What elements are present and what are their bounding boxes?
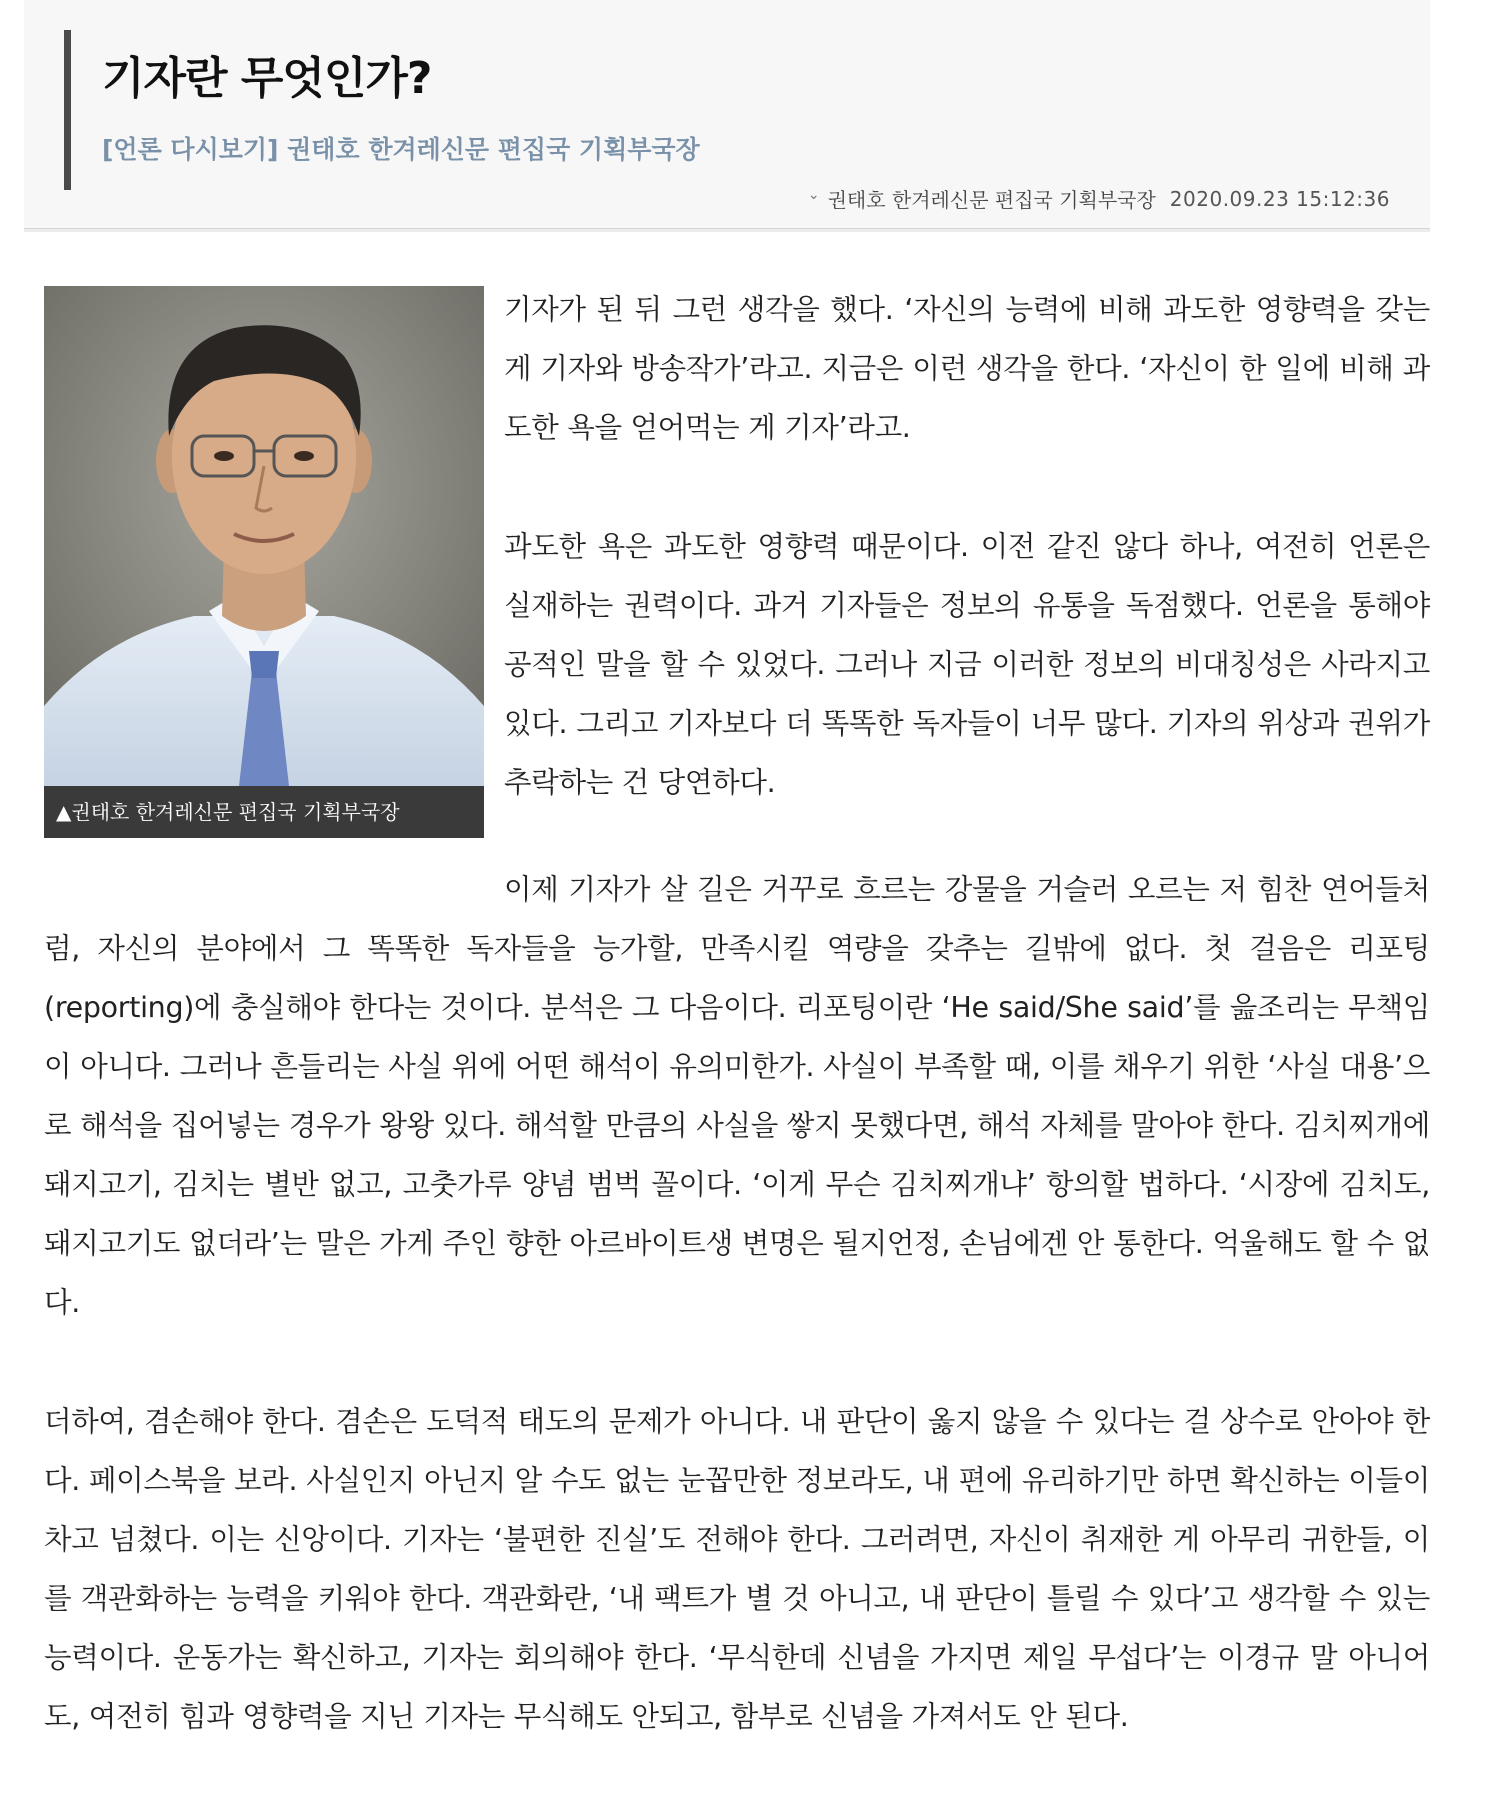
byline-author[interactable]: 권태호 한겨레신문 편집국 기획부국장 (827, 188, 1156, 212)
article-header (24, 0, 1430, 229)
byline (808, 184, 1390, 213)
header-accent-bar (64, 30, 71, 190)
chevron-down-icon[interactable]: ⌄ (807, 186, 820, 203)
article-subtitle: [언론 다시보기] 권태호 한겨레신문 편집국 기획부국장 (102, 135, 700, 164)
paragraph: 이제 기자가 살 길은 거꾸로 흐르는 강물을 거슬러 오르는 저 힘찬 연어들처럼, 자신의 분야에서 그 똑똑한 독자들을 능가할, 만족시킬 역량을 갖추는 길밖에 없다. 첫 걸음은 리포팅(reporting)에 충실해야 한다는 것이다. 분석은 그 다음이다. 리포팅이란 ‘He said/She said’를 읊조리는 무책임이 아니다. 그러나 흔들리는 사실 위에 어떤 해석이 유의미한가. 사실이 부족할 때, 이를 채우기 위한 ‘사실 대용’으로 해석을 집어넣는 경우가 왕왕 있다. 해석할 만큼의 사실을 쌓지 못했다면, 해석 자체를 말아야 한다. 김치찌개에 돼지고기, 김치는 별반 없고, 고춧가루 양념 범벅 꼴이다. ‘이게 무슨 김치찌개냐’ 항의할 법하다. ‘시장에 김치도, 돼지고기도 없더라’는 말은 가게 주인 향한 아르바이트생 변명은 될지언정, 손님에겐 안 통한다. 억울해도 할 수 없다. (44, 873, 1430, 1319)
article-title: 기자란 무엇인가? (102, 53, 432, 104)
photo-caption: ▲권태호 한겨레신문 편집국 기획부국장 (44, 786, 484, 838)
paragraph: 더하여, 겸손해야 한다. 겸손은 도덕적 태도의 문제가 아니다. 내 판단이 옳지 않을 수 있다는 걸 상수로 안아야 한다. 페이스북을 보라. 사실인지 아닌지 알 수도 없는 눈꼽만한 정보라도, 내 편에 유리하기만 하면 확신하는 이들이 차고 넘쳤다. 이는 신앙이다. 기자는 ‘불편한 진실’도 전해야 한다. 그러려면, 자신이 취재한 게 아무리 귀한들, 이를 객관화하는 능력을 키워야 한다. 객관화란, ‘내 팩트가 별 것 아니고, 내 판단이 틀릴 수 있다’고 생각할 수 있는 능력이다. 운동가는 확신하고, 기자는 회의해야 한다. ‘무식한데 신념을 가지면 제일 무섭다’는 이경규 말 아니어도, 여전히 힘과 영향력을 지닌 기자는 무식해도 안되고, 함부로 신념을 가져서도 안 된다. (44, 1405, 1430, 1733)
article-body (44, 280, 1430, 1806)
byline-datetime: 2020.09.23 15:12:36 (1169, 186, 1390, 211)
author-photo (44, 286, 484, 838)
author-portrait-image (44, 286, 484, 786)
paragraph: 기자가 된 뒤 그런 생각을 했다. ‘자신의 능력에 비해 과도한 영향력을 갖는 게 기자와 방송작가’라고. 지금은 이런 생각을 한다. ‘자신이 한 일에 비해 과도한 욕을 얻어먹는 게 기자’라고. (504, 293, 1430, 444)
paragraph: 과도한 욕은 과도한 영향력 때문이다. 이전 같진 않다 하나, 여전히 언론은 실재하는 권력이다. 과거 기자들은 정보의 유통을 독점했다. 언론을 통해야 공적인 말을 할 수 있었다. 그러나 지금 이러한 정보의 비대칭성은 사라지고 있다. 그리고 기자보다 더 똑똑한 독자들이 너무 많다. 기자의 위상과 권위가 추락하는 건 당연하다. (504, 530, 1430, 799)
